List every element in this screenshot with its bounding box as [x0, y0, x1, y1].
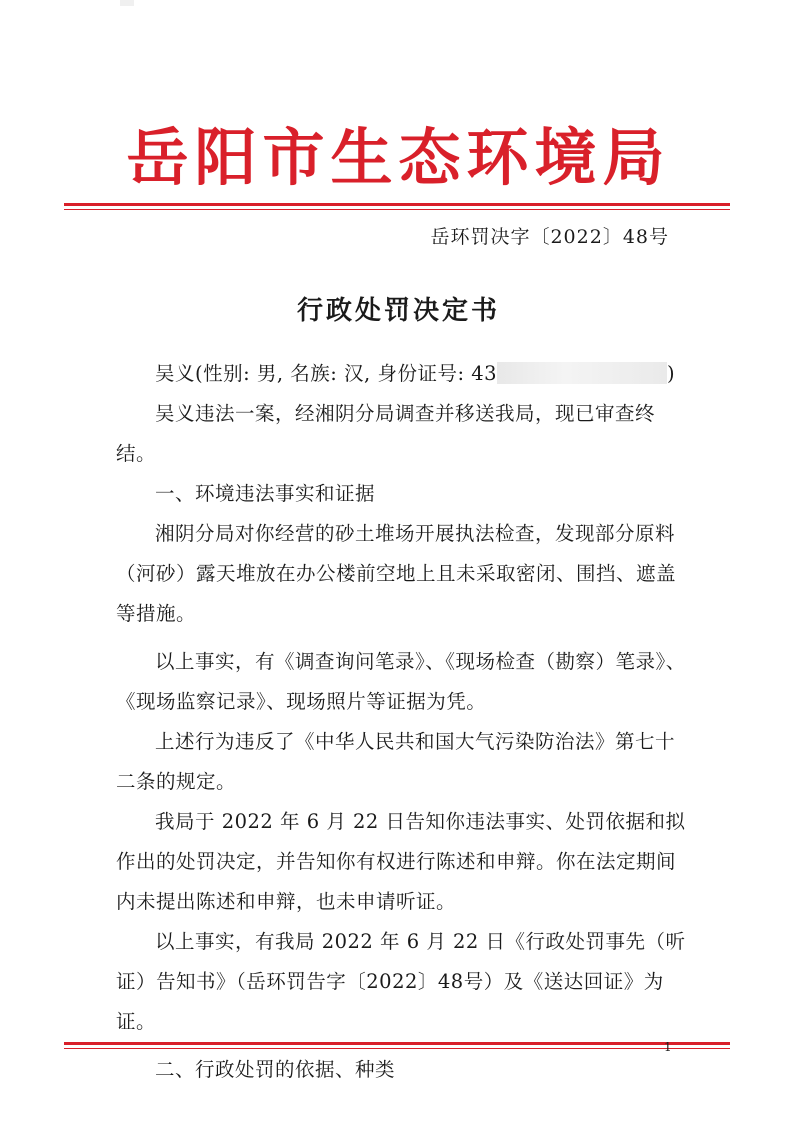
section-heading-basis: 二、行政处罚的依据、种类	[155, 1058, 396, 1081]
paragraph-inspection: 湘阴分局对你经营的砂土堆场开展执法检查，发现部分原料（河砂）露天堆放在办公楼前空地上且未采取密闭、围挡、遮盖等措施。	[116, 522, 677, 625]
paragraph-evidence: 以上事实，有《调查询问笔录》、《现场检查（勘察）笔录》、《现场监察记录》、现场照片等证据为凭。	[116, 650, 686, 713]
party-info: 吴义(性别: 男, 名族: 汉, 身份证号:	[155, 362, 472, 385]
page-number: 1	[664, 1040, 672, 1054]
header-rule-thick	[64, 203, 730, 206]
letterhead-org-name: 岳阳市生态环境局	[126, 121, 671, 194]
party-line	[116, 354, 688, 394]
paragraph-case-summary: 吴义违法一案，经湘阴分局调查并移送我局，现已审查终结。	[116, 402, 656, 465]
document-title: 行政处罚决定书	[296, 296, 500, 326]
redacted-id-number	[497, 362, 667, 384]
party-info-close: )	[667, 362, 676, 385]
scan-artifact	[120, 0, 134, 6]
id-number-partial: 43	[471, 362, 498, 385]
paragraph-hearing-notice: 以上事实，有我局 2022 年 6 月 22 日《行政处罚事先（听证）告知书》（岳环罚告字〔2022〕48号）及《送达回证》为证。	[116, 930, 686, 1033]
paragraph-violation: 上述行为违反了《中华人民共和国大气污染防治法》第七十二条的规定。	[116, 730, 676, 793]
section-heading-facts: 一、环境违法事实和证据	[155, 482, 376, 505]
document-number: 岳环罚决字〔2022〕48号	[430, 226, 669, 248]
header-rule-thin	[64, 209, 730, 210]
footer-rule-thin	[64, 1048, 730, 1049]
footer-rule-thick	[64, 1042, 730, 1045]
document-body	[116, 354, 688, 1090]
paragraph-notification: 我局于 2022 年 6 月 22 日告知你违法事实、处罚依据和拟作出的处罚决定，并告知你有权进行陈述和申辩。你在法定期间内未提出陈述和申辩，也未申请听证。	[116, 810, 686, 913]
